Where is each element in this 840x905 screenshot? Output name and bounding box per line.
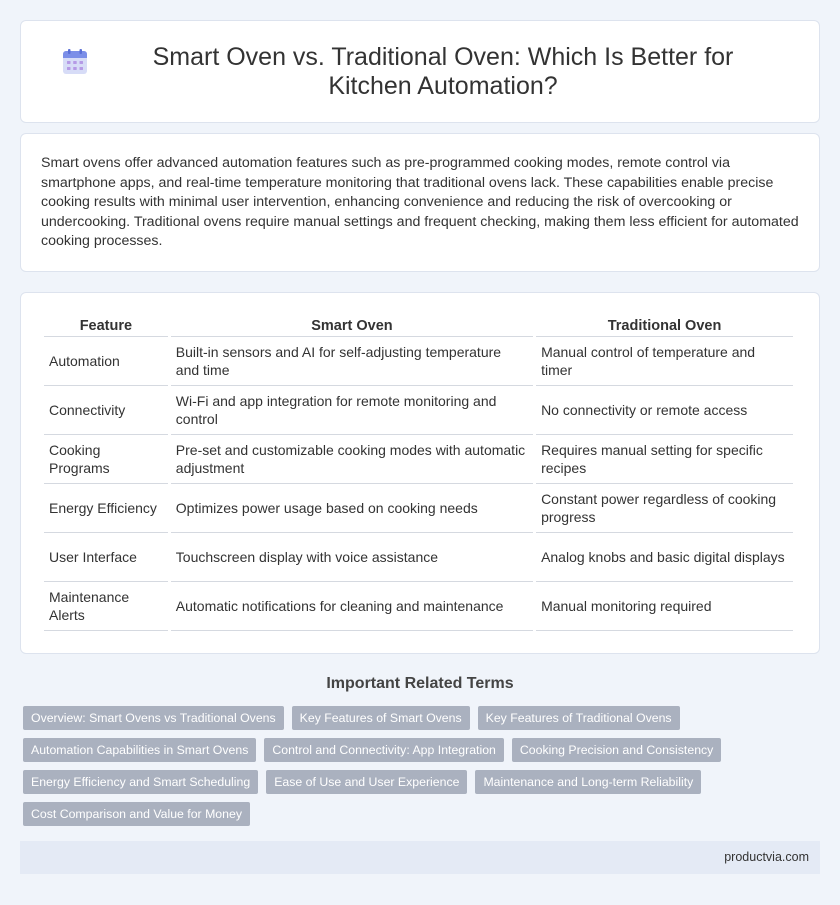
related-term-tag[interactable]: Key Features of Smart Ovens xyxy=(292,706,470,730)
cell-smart: Touchscreen display with voice assistance xyxy=(171,533,533,582)
table-row xyxy=(44,582,793,631)
table-header-row xyxy=(44,311,793,337)
table-row xyxy=(44,533,793,582)
comparison-table-card xyxy=(20,292,820,654)
related-term-tag[interactable]: Control and Connectivity: App Integration xyxy=(264,738,504,762)
cell-feature: Energy Efficiency xyxy=(44,484,168,533)
related-term-tag[interactable]: Maintenance and Long-term Reliability xyxy=(475,770,701,794)
header-smart-oven: Smart Oven xyxy=(171,311,533,337)
related-term-tag[interactable]: Overview: Smart Ovens vs Traditional Ovens xyxy=(23,706,284,730)
cell-smart: Pre-set and customizable cooking modes with automatic adjustment xyxy=(171,435,533,484)
related-term-tag[interactable]: Cooking Precision and Consistency xyxy=(512,738,721,762)
header-traditional-oven: Traditional Oven xyxy=(536,311,793,337)
cell-feature: Maintenance Alerts xyxy=(44,582,168,631)
cell-smart: Built-in sensors and AI for self-adjusting temperature and time xyxy=(171,337,533,386)
cell-smart: Optimizes power usage based on cooking needs xyxy=(171,484,533,533)
cell-feature: Automation xyxy=(44,337,168,386)
cell-traditional: Requires manual setting for specific recipes xyxy=(536,435,793,484)
cell-traditional: Manual monitoring required xyxy=(536,582,793,631)
table-row xyxy=(44,484,793,533)
cell-feature: Cooking Programs xyxy=(44,435,168,484)
cell-traditional: Analog knobs and basic digital displays xyxy=(536,533,793,582)
comparison-table xyxy=(41,311,796,631)
summary-text: Smart ovens offer advanced automation features such as pre-programmed cooking modes, remote control via smartphone apps, and real-time temperature monitoring that traditional ovens lack. These capabilities enable precise cooking results with minimal user intervention, enhancing convenience and reducing the risk of overcooking or undercooking. Traditional ovens require manual settings and frequent checking, making them less efficient for automated cooking processes. xyxy=(41,155,799,250)
table-row xyxy=(44,386,793,435)
related-terms-title: Important Related Terms xyxy=(326,675,514,692)
title-card xyxy=(20,20,820,123)
cell-traditional: Constant power regardless of cooking progress xyxy=(536,484,793,533)
related-term-tag[interactable]: Cost Comparison and Value for Money xyxy=(23,802,250,826)
cell-smart: Wi-Fi and app integration for remote monitoring and control xyxy=(171,386,533,435)
cell-smart: Automatic notifications for cleaning and maintenance xyxy=(171,582,533,631)
related-term-tag[interactable]: Key Features of Traditional Ovens xyxy=(478,706,680,730)
footer xyxy=(20,841,820,874)
related-term-tag[interactable]: Automation Capabilities in Smart Ovens xyxy=(23,738,256,762)
footer-site-link[interactable]: productvia.com xyxy=(724,850,809,864)
cell-traditional: No connectivity or remote access xyxy=(536,386,793,435)
table-row xyxy=(44,435,793,484)
calendar-icon xyxy=(62,49,88,75)
cell-feature: User Interface xyxy=(44,533,168,582)
summary-card xyxy=(20,133,820,272)
table-row xyxy=(44,337,793,386)
related-term-tag[interactable]: Energy Efficiency and Smart Scheduling xyxy=(23,770,258,794)
cell-traditional: Manual control of temperature and timer xyxy=(536,337,793,386)
related-terms-list xyxy=(23,706,743,826)
header-feature: Feature xyxy=(44,311,168,337)
cell-feature: Connectivity xyxy=(44,386,168,435)
related-term-tag[interactable]: Ease of Use and User Experience xyxy=(266,770,467,794)
title-wrap xyxy=(62,43,778,101)
page-title: Smart Oven vs. Traditional Oven: Which Is Better for Kitchen Automation? xyxy=(152,42,734,100)
